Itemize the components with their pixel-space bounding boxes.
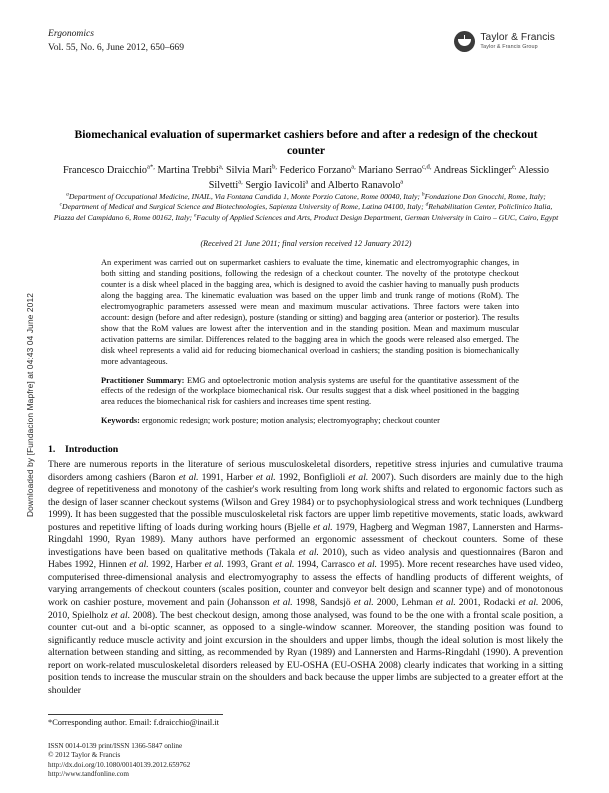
practitioner-summary	[101, 376, 519, 409]
colophon	[48, 742, 190, 780]
author-names: Francesco Draicchio$^{a*,}$ Martina Trebbi$^{a,}$ Silvia Mari$^{b,}$ Federico Forzano$^{a,}$ Mariano Serrao$^{c,d,}$ Andreas Sicklinger$^{e,}$ Alessio Silvetti$^{a,}$ Sergio Iavicoli$^a$ and Alberto Ranavolo$^a$	[63, 163, 549, 191]
section-heading-introduction	[48, 444, 118, 455]
abstract-spacer-1	[101, 368, 519, 376]
section-title: Introduction	[65, 444, 119, 455]
received-dates: (Received 21 June 2011; final version received 12 January 2012)	[200, 239, 412, 248]
practitioner-summary-label: Practitioner Summary:	[101, 375, 185, 385]
introduction-paragraph: There are numerous reports in the literature of serious musculoskeletal disorders, repetitive stress injuries and cumulative trauma disorders among cashiers (Baron et al. 1991, Harber et al. 1992, Bonfiglioli et al. 2007). Such disorders are mainly due to the high degree of repetitiveness and monotony of the cashier's work resulting from long work shifts and related to ergonomic factors such as the design of laser scanner checkout systems (Wilson and Grey 1984) or to psychophysiological stress and work techniques (Lundberg 1999). It has been suggested that the possible musculoskeletal risk factors are upper limb repetitive movements, static loads, awkward postures and repetitive lifting of loads during working hours (Bjelle et al. 1979, Hagberg and Wegman 1987, Lannersten and Harms-Ringdahl 1990, Ryan 1989). Many authors have performed an ergonomic assessment of checkout counters. Some of these investigations have been based on qualitative methods (Takala et al. 2010), such as video analysis and questionnaires (Baron and Habes 1992, Hinnen et al. 1992, Harber et al. 1993, Grant et al. 1994, Carrasco et al. 1995). More recent researches have used video, computerised three-dimensional analysis and electromyography to assess the effects of handling products of different weights, of varying arrangements of checkout counters (scales position, counter and conveyor belt design and scanner type) and of monotonous work on cashier posture, movement and pain (Johansson et al. 1998, Sandsjö et al. 2000, Lehman et al. 2001, Rodacki et al. 2006, 2010, Spielholz et al. 2008). The best checkout design, among those analysed, was found to be the one with a frontal scale position, a counter cut-out and a bi-optic scanner, as opposed to a single-window scanner. Moreover, the standing position was found to significantly reduce muscle activity and joint excursion in the shoulders and upper limbs, though the ideal solution is most likely the alternation between standing and sitting, as recommended by Ryan (1989) and Lannersten and Harms-Ringdahl (1990). A prevention report on work-related musculoskeletal disorders released by EU-OSHA (EU-OSHA 2008) clearly indicates that working in a sitting position tends to increase the muscular strain on the shoulders and back because the upper limbs are subjected to a greater effort at the shoulder	[48, 459, 564, 696]
issn-line: ISSN 0014-0139 print/ISSN 1366-5847 online	[48, 742, 183, 750]
publisher-subname: Taylor & Francis Group	[480, 43, 538, 50]
issue-line: Vol. 55, No. 6, June 2012, 650–669	[48, 42, 185, 53]
doi-line: http://dx.doi.org/10.1080/00140139.2012.659762	[48, 760, 191, 769]
taylor-francis-mark-icon	[454, 31, 475, 52]
affiliation-list	[52, 192, 560, 223]
affiliation-text: $^a$Department of Occupational Medicine, INAIL, Via Fontana Candida 1, Monte Porzio Catone, Rome 00040, Italy; $^b$Fondazione Don Gnocchi, Rome, Italy; $^c$Department of Medical and Surgical Science and Biotechnologies, Sapienza University of Rome, Latina 04100, Italy; $^d$Rehabilitation Center, Policlinico Italia, Piazza del Campidano 6, Rome 00162, Italy; $^e$Faculty of Applied Sciences and Arts, Product Design Department, German University in Cairo – GUC, Cairo, Egypt	[53, 191, 559, 222]
article-title: Biomechanical evaluation of supermarket cashiers before and after a redesign of the checkout counter	[74, 128, 538, 157]
keywords-label: Keywords:	[101, 416, 140, 426]
download-stamp-text: Downloaded by [Fundacion Mapfre] at 04:43 04 June 2012	[25, 293, 35, 517]
footnote-divider	[48, 714, 223, 715]
abstract-text: An experiment was carried out on supermarket cashiers to evaluate the time, kinematic and electromyographic changes, in both sitting and standing positions, following the redesign of a checkout counter. The novelty of the prototype checkout counter is a disk wheel placed in the bagging area, which is designed to avoid the cashier having to manually push products along the bagging area. The kinematic evaluation was based on the upper limb and trunk range of motions (RoM). The electromyographic parameters assessed were mean and maximum muscular activations. Three factors were taken into account: design (before and after redesign), posture (standing or sitting) and bagging area (anterior or posterior). The results show that the RoM values are lowest after the intervention and in the standing position. Mean and maximum muscular activation patterns are similar. Differences related to the bagging area in which the goods were released also emerged. The disk wheel represents a valid aid for reducing biomechanical overload in cashiers; the standing position is biomechanically more advantageous.	[101, 258, 519, 366]
keywords	[101, 416, 519, 427]
taylor-francis-logo	[454, 31, 555, 52]
journal-name: Ergonomics	[48, 28, 95, 39]
practitioner-summary-text: EMG and optoelectronic motion analysis systems are useful for the quantitative assessment of the effects of the redesign of the workplace biomechanical risk. Our results suggest that a disk wheel positioned in the bagging area reduces the biomechanical risk for cashiers and increases time spent resting.	[101, 375, 520, 407]
section-number: 1.	[48, 444, 56, 455]
download-stamp	[0, 0, 36, 793]
copyright-line: © 2012 Taylor & Francis	[48, 751, 121, 760]
introduction-body	[48, 459, 563, 697]
page-content-column	[46, 0, 565, 793]
website-line: http://www.tandfonline.com	[48, 770, 129, 779]
abstract-spacer-2	[101, 408, 519, 416]
corresponding-author-note: *Corresponding author. Email: f.draicchio@inail.it	[48, 718, 219, 727]
abstract-block	[101, 258, 519, 427]
masthead	[48, 28, 563, 80]
publisher-name: Taylor & Francis	[480, 31, 555, 43]
keywords-text: ergonomic redesign; work posture; motion analysis; electromyography; checkout counter	[139, 416, 440, 426]
author-list	[52, 163, 560, 193]
taylor-francis-wordmark	[480, 33, 555, 50]
